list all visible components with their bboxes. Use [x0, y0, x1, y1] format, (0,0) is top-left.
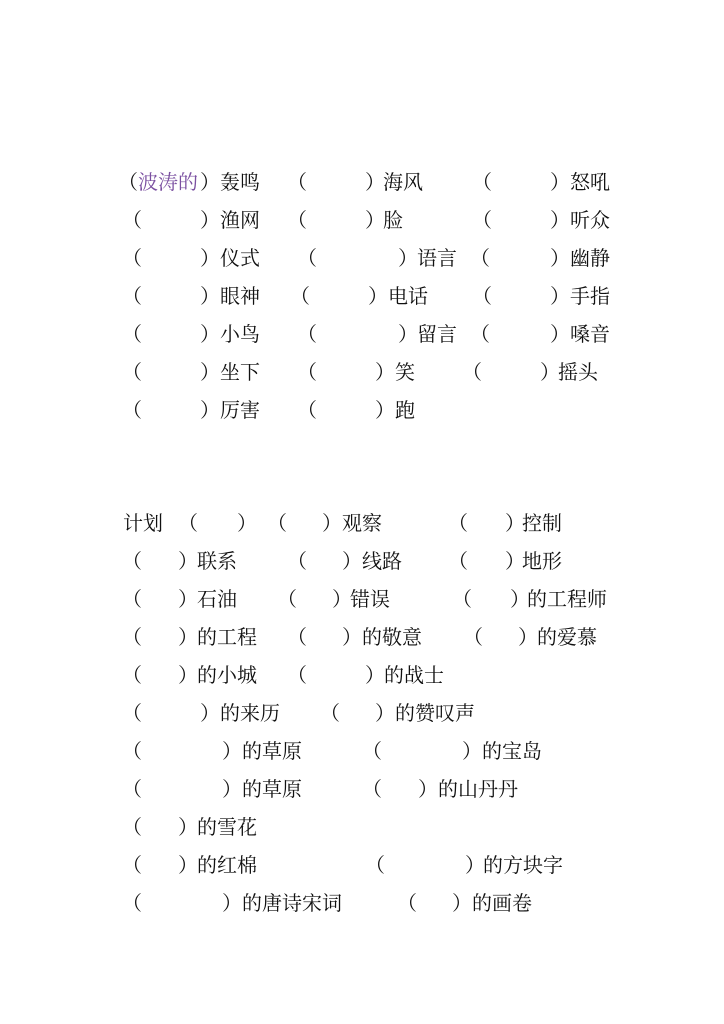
phrase-word: 联系 — [197, 549, 237, 573]
close-paren: ） — [342, 625, 362, 649]
close-paren: ） — [375, 398, 395, 422]
close-paren: ） — [550, 246, 570, 270]
open-paren: （ — [472, 284, 492, 308]
open-paren: （ — [122, 739, 142, 763]
phrase-word: 手指 — [570, 284, 610, 308]
phrase-word: 脸 — [383, 208, 403, 232]
close-paren: ） — [200, 208, 220, 232]
phrase-word: 留言 — [417, 322, 457, 346]
open-paren: （ — [122, 360, 142, 384]
open-paren: （ — [470, 246, 490, 270]
answer-blank[interactable]: 波涛的 — [138, 170, 198, 194]
phrase-word: 的方块字 — [483, 853, 563, 877]
phrase-word: 仪式 — [220, 246, 260, 270]
phrase-word: 坐下 — [220, 360, 260, 384]
phrase-word: 的来历 — [220, 701, 280, 725]
open-paren: （ — [122, 663, 142, 687]
close-paren: ） — [178, 815, 198, 839]
phrase-word: 线路 — [362, 549, 402, 573]
open-paren: （ — [178, 511, 198, 535]
open-paren: （ — [122, 398, 142, 422]
phrase-word: 幽静 — [570, 246, 610, 270]
phrase-word: 地形 — [522, 549, 562, 573]
close-paren: ） — [398, 322, 418, 346]
close-paren: ） — [518, 625, 538, 649]
open-paren: （ — [122, 777, 142, 801]
close-paren: ） — [452, 891, 472, 915]
close-paren: ） — [540, 360, 560, 384]
close-paren: ） — [550, 322, 570, 346]
open-paren: （ — [297, 360, 317, 384]
phrase-word: 摇头 — [558, 360, 598, 384]
close-paren: ） — [505, 511, 525, 535]
close-paren: ） — [200, 701, 220, 725]
open-paren: （ — [287, 625, 307, 649]
close-paren: ） — [178, 625, 198, 649]
phrase-word: 的山丹丹 — [438, 777, 518, 801]
open-paren: （ — [470, 322, 490, 346]
phrase-word: 的敬意 — [362, 625, 422, 649]
phrase-word: 笑 — [395, 360, 415, 384]
close-paren: ） — [465, 853, 485, 877]
phrase-word: 厉害 — [220, 398, 260, 422]
open-paren: （ — [122, 284, 142, 308]
open-paren: （ — [462, 360, 482, 384]
open-paren: （ — [472, 208, 492, 232]
close-paren: ） — [178, 663, 198, 687]
open-paren: （ — [122, 587, 142, 611]
close-paren: ） — [178, 587, 198, 611]
phrase-word: 的小城 — [197, 663, 257, 687]
open-paren: （ — [122, 815, 142, 839]
phrase-word: 控制 — [522, 511, 562, 535]
open-paren: （ — [397, 891, 417, 915]
close-paren: ） — [200, 322, 220, 346]
open-paren: （ — [118, 170, 138, 194]
phrase-word: 眼神 — [220, 284, 260, 308]
phrase-word: 的画卷 — [472, 891, 532, 915]
phrase-word: 错误 — [350, 587, 390, 611]
close-paren: ） — [418, 777, 438, 801]
section2-prefix: 计划 — [123, 511, 163, 535]
open-paren: （ — [122, 208, 142, 232]
phrase-word: 的雪花 — [197, 815, 257, 839]
phrase-word: 渔网 — [220, 208, 260, 232]
open-paren: （ — [277, 587, 297, 611]
close-paren: ） — [200, 246, 220, 270]
open-paren: （ — [297, 246, 317, 270]
close-paren: ） — [200, 284, 220, 308]
phrase-word: 轰鸣 — [220, 170, 260, 194]
close-paren: ） — [550, 284, 570, 308]
close-paren: ） — [510, 587, 530, 611]
phrase-word: 的工程 — [197, 625, 257, 649]
close-paren: ） — [322, 511, 342, 535]
open-paren: （ — [362, 739, 382, 763]
phrase-word: 嗓音 — [570, 322, 610, 346]
close-paren: ） — [200, 360, 220, 384]
phrase-word: 石油 — [197, 587, 237, 611]
open-paren: （ — [287, 549, 307, 573]
close-paren: ） — [375, 701, 395, 725]
close-paren: ） — [462, 739, 482, 763]
open-paren: （ — [122, 853, 142, 877]
open-paren: （ — [290, 284, 310, 308]
open-paren: （ — [122, 701, 142, 725]
close-paren: ） — [332, 587, 352, 611]
open-paren: （ — [287, 170, 307, 194]
open-paren: （ — [122, 322, 142, 346]
phrase-word: 观察 — [342, 511, 382, 535]
open-paren: （ — [122, 625, 142, 649]
open-paren: （ — [267, 511, 287, 535]
phrase-word: 小鸟 — [220, 322, 260, 346]
phrase-word: 语言 — [417, 246, 457, 270]
open-paren: （ — [122, 549, 142, 573]
close-paren: ） — [365, 663, 385, 687]
close-paren: ） — [222, 739, 242, 763]
close-paren: ） — [365, 170, 385, 194]
open-paren: （ — [320, 701, 340, 725]
phrase-word: 的工程师 — [527, 587, 607, 611]
close-paren: ） — [365, 208, 385, 232]
close-paren: ） — [178, 853, 198, 877]
open-paren: （ — [122, 891, 142, 915]
close-paren: ） — [222, 777, 242, 801]
close-paren: ） — [368, 284, 388, 308]
phrase-word: 海风 — [383, 170, 423, 194]
phrase-word: 的草原 — [242, 777, 302, 801]
phrase-word: 的红棉 — [197, 853, 257, 877]
open-paren: （ — [297, 398, 317, 422]
phrase-word: 听众 — [570, 208, 610, 232]
close-paren: ） — [200, 170, 220, 194]
close-paren: ） — [342, 549, 362, 573]
close-paren: ） — [550, 170, 570, 194]
close-paren: ） — [505, 549, 525, 573]
close-paren: ） — [178, 549, 198, 573]
close-paren: ） — [398, 246, 418, 270]
phrase-word: 跑 — [395, 398, 415, 422]
phrase-word: 的赞叹声 — [395, 701, 475, 725]
open-paren: （ — [362, 777, 382, 801]
open-paren: （ — [463, 625, 483, 649]
phrase-word: 的唐诗宋词 — [242, 891, 342, 915]
phrase-word: 的爱慕 — [537, 625, 597, 649]
close-paren: ） — [375, 360, 395, 384]
phrase-word: 的战士 — [384, 663, 444, 687]
open-paren: （ — [452, 587, 472, 611]
open-paren: （ — [297, 322, 317, 346]
open-paren: （ — [448, 549, 468, 573]
phrase-word: 怒吼 — [570, 170, 610, 194]
open-paren: （ — [122, 246, 142, 270]
phrase-word: 的宝岛 — [482, 739, 542, 763]
open-paren: （ — [472, 170, 492, 194]
open-paren: （ — [365, 853, 385, 877]
phrase-word: 电话 — [388, 284, 428, 308]
open-paren: （ — [448, 511, 468, 535]
close-paren: ） — [200, 398, 220, 422]
close-paren: ） — [222, 891, 242, 915]
open-paren: （ — [287, 208, 307, 232]
open-paren: （ — [287, 663, 307, 687]
close-paren: ） — [550, 208, 570, 232]
phrase-word: 的草原 — [242, 739, 302, 763]
close-paren: ） — [237, 511, 257, 535]
